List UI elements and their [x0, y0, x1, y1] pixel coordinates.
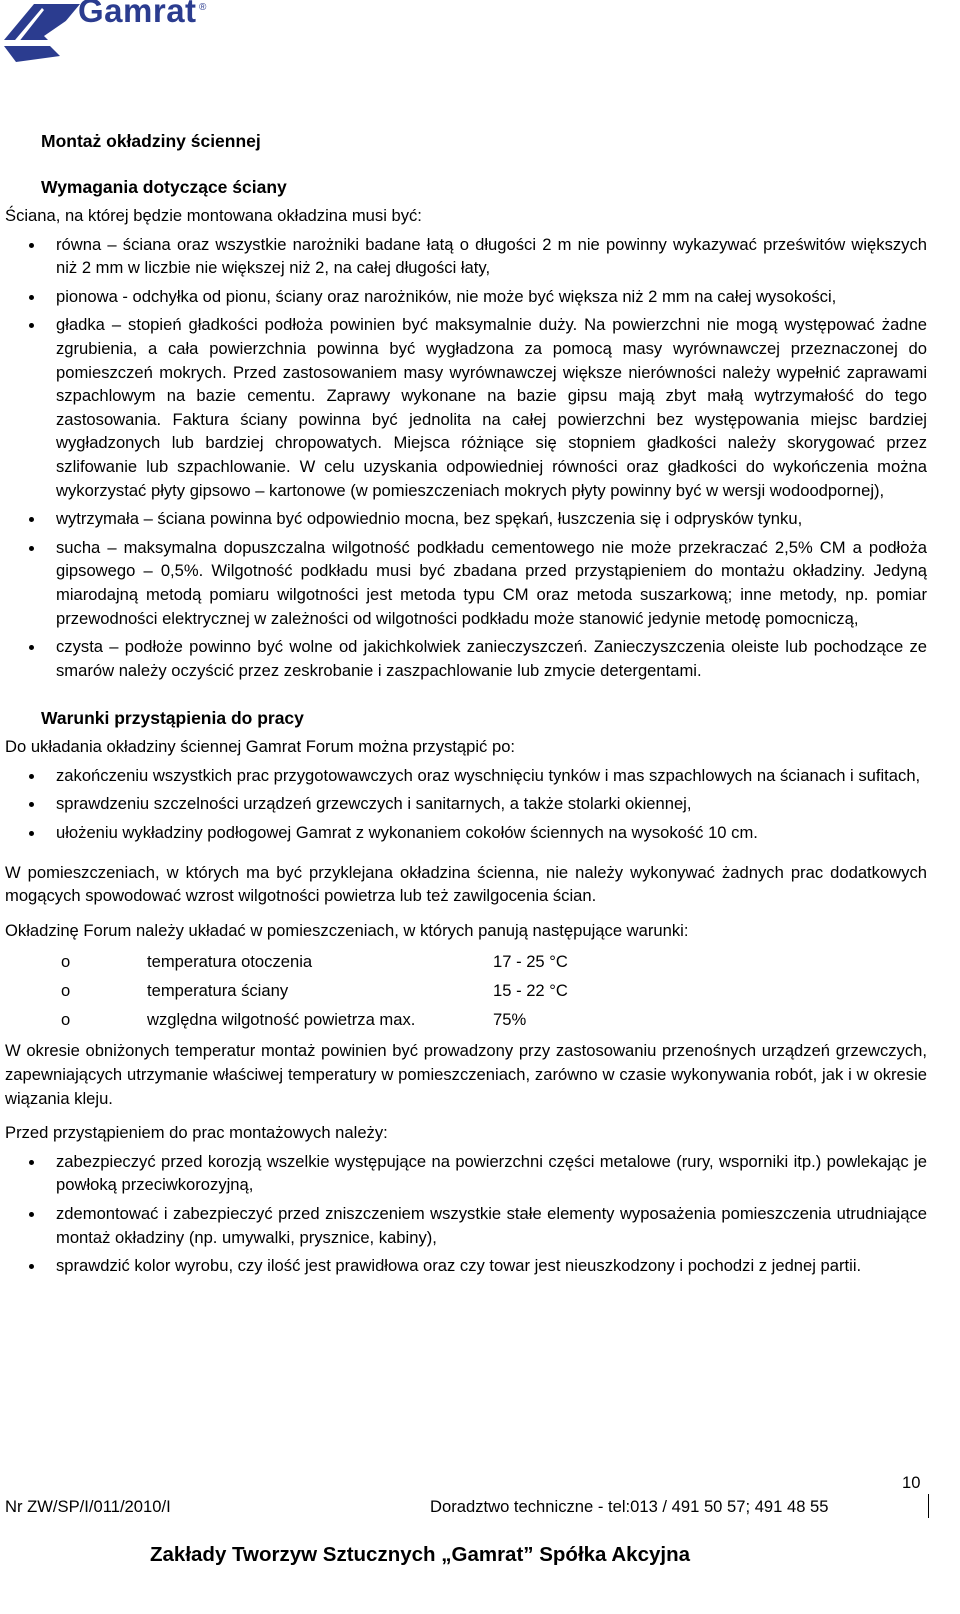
section-intro: Ściana, na której będzie montowana okładzina musi być: — [5, 206, 422, 225]
list-item: sprawdzić kolor wyrobu, czy ilość jest prawidłowa oraz czy towar jest nieuszkodzony i pochodzi z jednej partii. — [5, 1254, 927, 1278]
section-intro: Do układania okładziny ściennej Gamrat Forum można przystąpić po: — [5, 737, 516, 757]
page-title: Montaż okładziny ściennej — [41, 131, 261, 151]
condition-name: temperatura otoczenia — [147, 952, 313, 972]
paragraph: W okresie obniżonych temperatur montaż powinien być prowadzony przy zastosowaniu przenośnych urządzeń grzewczych, zapewniających utrzymanie właściwej temperatury w pomieszczeniach, zarówno w czasie wykonywania robót, jak i w okresie wiązania kleju. — [5, 1041, 927, 1108]
list-item: ułożeniu wykładziny podłogowej Gamrat z wykonaniem cokołów ściennych na wysokość 10 cm. — [5, 821, 927, 845]
list-item: sprawdzeniu szczelności urządzeń grzewczych i sanitarnych, a także stolarki okiennej, — [5, 792, 927, 816]
condition-value: 75% — [493, 1010, 527, 1030]
table-row — [5, 976, 568, 1005]
bullet-icon — [29, 831, 34, 836]
bullet-icon — [29, 774, 34, 779]
conditions-table — [5, 947, 568, 1034]
circle-bullet-icon: o — [61, 981, 71, 1001]
bullet-icon — [29, 517, 34, 522]
bullet-icon — [29, 1160, 34, 1165]
table-row — [5, 1005, 568, 1034]
page-number: 10 — [902, 1473, 921, 1492]
section-heading-requirements: Wymagania dotyczące ściany — [41, 177, 287, 197]
logo-wordmark: Gamrat — [78, 0, 197, 29]
bullet-icon — [29, 323, 34, 328]
condition-value: 17 - 25 °C — [493, 952, 568, 972]
section-heading-conditions: Warunki przystąpienia do pracy — [41, 708, 304, 729]
footer-divider — [928, 1494, 929, 1518]
list-item: wytrzymała – ściana powinna być odpowiednio mocna, bez spękań, łuszczenia się i odprysków tynku, — [5, 507, 927, 531]
requirements-list — [5, 233, 927, 683]
paragraph: Przed przystąpieniem do prac montażowych należy: — [5, 1123, 388, 1143]
list-item: zakończeniu wszystkich prac przygotowawczych oraz wyschnięciu tynków i mas szpachlowych na ścianach i sufitach, — [5, 764, 927, 788]
technical-support-contact: Doradztwo techniczne - tel:013 / 491 50 57; 491 48 55 — [430, 1497, 829, 1516]
bullet-icon — [29, 243, 34, 248]
document-body — [5, 130, 927, 1283]
gamrat-logo — [4, 0, 234, 66]
preconditions-list — [5, 764, 927, 845]
table-row — [5, 947, 568, 976]
circle-bullet-icon: o — [61, 1010, 71, 1030]
condition-name: temperatura ściany — [147, 981, 289, 1001]
condition-value: 15 - 22 °C — [493, 981, 568, 1001]
bullet-icon — [29, 295, 34, 300]
list-item: sucha – maksymalna dopuszczalna wilgotność podkładu cementowego nie może przekraczać 2,5% CM a podłoża gipsowego – 0,5%. Wilgotność podkładu musi być zbadana przed przystąpieniem do montażu okładziny. Jedyną miarodajną metodą pomiaru wilgotności jest metoda typu CM oraz metoda suszarkową; inne metody, np. pomiar przewodności elektrycznej w zależności od wilgotności podkładu może stanowić jedynie metodę pomocniczą, — [5, 536, 927, 630]
paragraph: Okładzinę Forum należy układać w pomieszczeniach, w których panują następujące warunki: — [5, 920, 689, 940]
paragraph: W pomieszczeniach, w których ma być przyklejana okładzina ścienna, nie należy wykonywać żadnych prac dodatkowych mogących spowodować wzrost wilgotności powietrza lub też zawilgocenia ścian. — [5, 862, 927, 906]
list-item: równa – ściana oraz wszystkie narożniki badane łatą o długości 2 m nie powinny wykazywać prześwitów większych niż 2 mm w liczbie nie większej niż 2, na całej długości łaty, — [5, 233, 927, 280]
list-item: zdemontować i zabezpieczyć przed zniszczeniem wszystkie stałe elementy wyposażenia pomieszczenia utrudniające montaż okładziny (np. umywalki, prysznice, kabiny), — [5, 1202, 927, 1249]
circle-bullet-icon: o — [61, 952, 71, 972]
bullet-icon — [29, 1264, 34, 1269]
list-item: pionowa - odchyłka od pionu, ściany oraz narożników, nie może być większa niż 2 mm na całej wysokości, — [5, 285, 927, 309]
bullet-icon — [29, 645, 34, 650]
company-name: Zakłady Tworzyw Sztucznych „Gamrat” Spółka Akcyjna — [150, 1543, 690, 1566]
bullet-icon — [29, 546, 34, 551]
condition-name: względna wilgotność powietrza max. — [147, 1010, 416, 1030]
bullet-icon — [29, 1212, 34, 1217]
bullet-icon — [29, 802, 34, 807]
list-item: zabezpieczyć przed korozją wszelkie występujące na powierzchni części metalowe (rury, wsporniki itp.) powlekając je powłoką przeciwkorozyjną, — [5, 1150, 927, 1197]
document-number: Nr ZW/SP/I/011/2010/I — [5, 1497, 171, 1516]
logo-registered-mark: ® — [199, 2, 207, 13]
list-item: czysta – podłoże powinno być wolne od jakichkolwiek zanieczyszczeń. Zanieczyszczenia oleiste lub pochodzące ze smarów należy oczyścić przez zeskrobanie i zaszpachlowanie lub zmycie detergentami. — [5, 635, 927, 682]
preparation-list — [5, 1150, 927, 1278]
gamrat-logo-mark — [4, 0, 84, 66]
list-item: gładka – stopień gładkości podłoża powinien być maksymalnie duży. Na powierzchni nie mogą występować żadne zgrubienia, a cała powierzchnia powinna być wygładzona za pomocą masy wyrównawczej przeznaczonej do pomieszczeń mokrych. Przed zastosowaniem masy wyrównawczej większe nierówności należy wypełnić zaprawami szpachlowym na bazie cementu. Zaprawy wykonane na bazie gipsu mają zbyt małą wytrzymałość do tego zastosowania. Faktura ściany powinna być jednolita na całej powierzchni bez występowania miejsc bardziej wygładzonych lub bardziej chropowatych. Miejsca różniące się stopniem gładkości należy skorygować przez szlifowanie lub szpachlowanie. W celu uzyskania odpowiedniej równości oraz gładkości do wykończenia można wykorzystać płyty gipsowo – kartonowe (w pomieszczeniach mokrych płyty powinny być w wersji wodoodpornej), — [5, 313, 927, 502]
